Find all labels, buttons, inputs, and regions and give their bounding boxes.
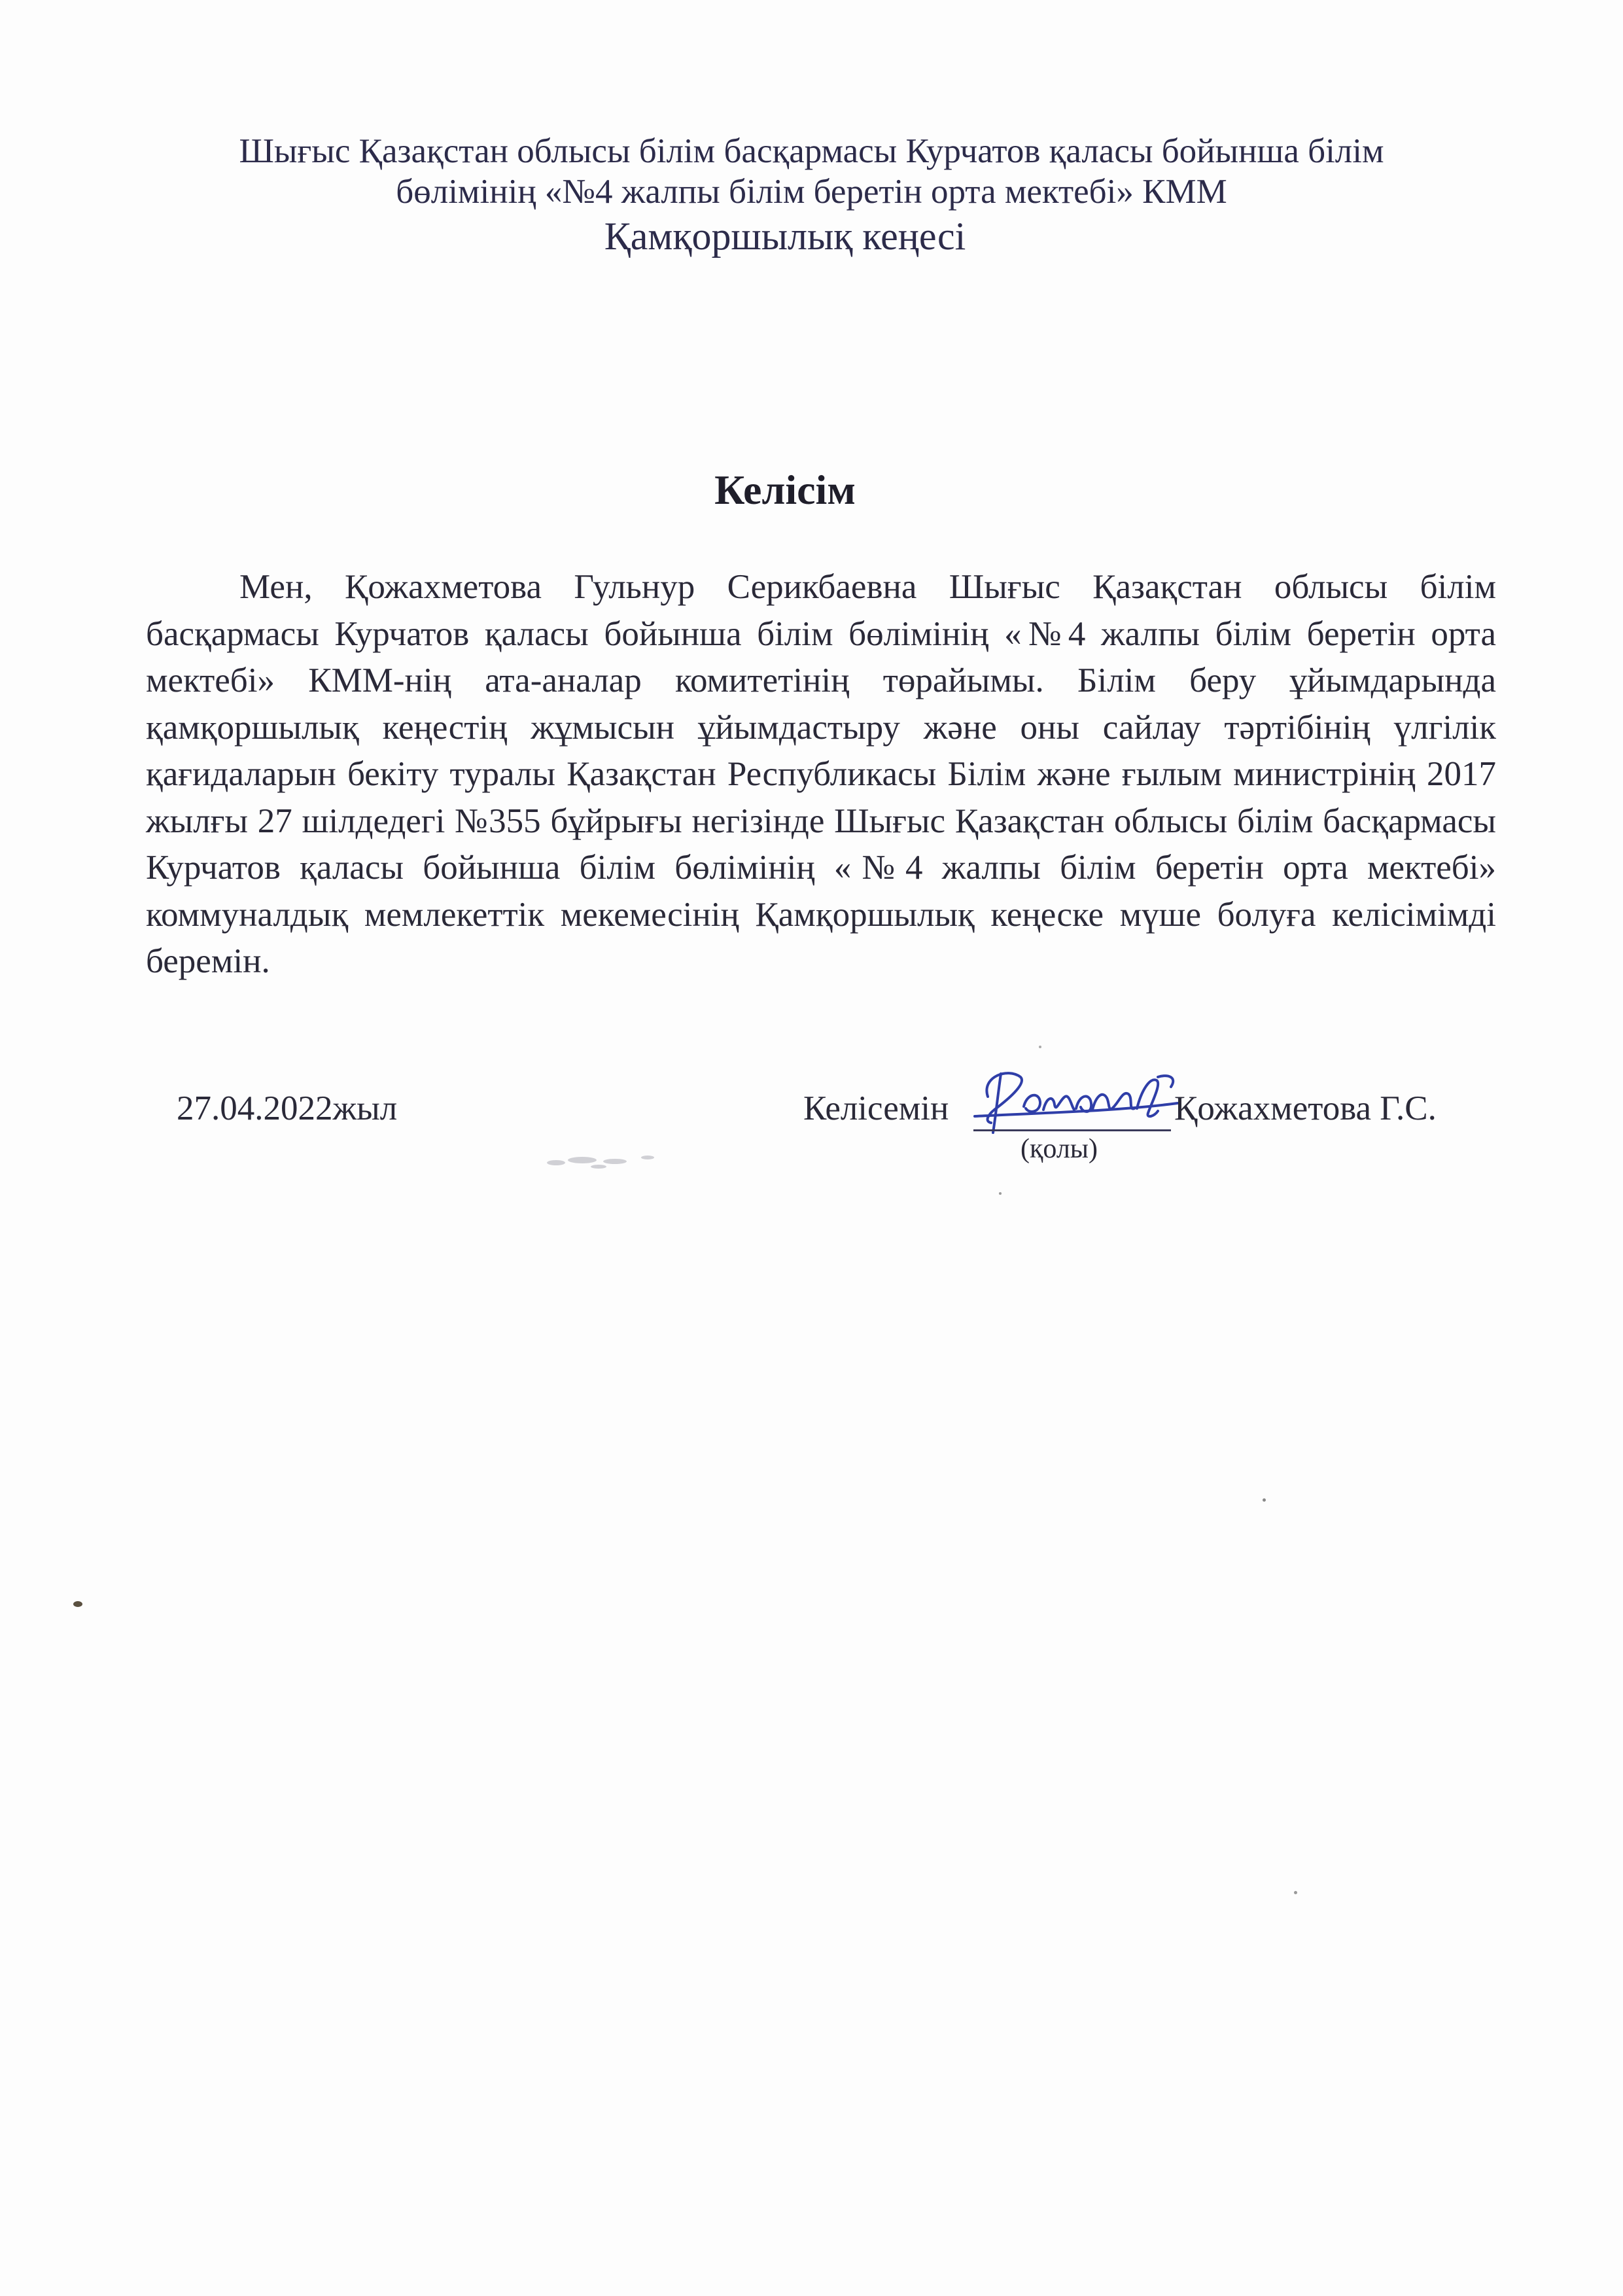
scan-speck [1263,1498,1266,1502]
scan-speck [73,1601,82,1607]
document-body: Мен, Қожахметова Гульнур Серикбаевна Шығыс Қазақстан облысы білім басқармасы Курчатов қаласы бойынша білім бөлімінің «№4 жалпы білім беретін орта мектебі» КММ-нің ата-аналар комитетінің төрайымы. Білім беру ұйымдарында қамқоршылық кеңестің жұмысын ұйымдастыру және оны сайлау тәртібінің үлгілік қағидаларын бекіту туралы Қазақстан Республикасы Білім және ғылым министрінің 2017 жылғы 27 шілдедегі №355 бұйрығы негізінде Шығыс Қазақстан облысы білім басқармасы Курчатов қаласы бойынша білім бөлімінің «№4 жалпы білім беретін орта мектебі» коммуналдық мемлекеттік мекемесінің Қамқоршылық кеңеске мүше болуға келісімімді беремін. [146,568,1496,980]
signature-line [973,1129,1171,1131]
scan-speck [999,1192,1002,1195]
document-title: Келісім [714,467,856,513]
header-organization-line1: Шығыс Қазақстан облысы білім басқармасы Курчатов қаласы бойынша білім [239,132,1384,170]
signature-caption: (қолы) [1021,1134,1098,1164]
signature-date: 27.04.2022жыл [177,1089,398,1127]
scan-speck [1039,1046,1041,1048]
header-organization-line2: бөлімінің «№4 жалпы білім беретін орта мектебі» КММ [396,173,1227,211]
consent-label: Келісемін [803,1089,949,1127]
scan-smudge [536,1148,693,1174]
signer-name: Қожахметова Г.С. [1174,1089,1437,1127]
header-council-name: Қамқоршылық кеңесі [604,215,966,258]
scan-speck [1294,1891,1297,1894]
